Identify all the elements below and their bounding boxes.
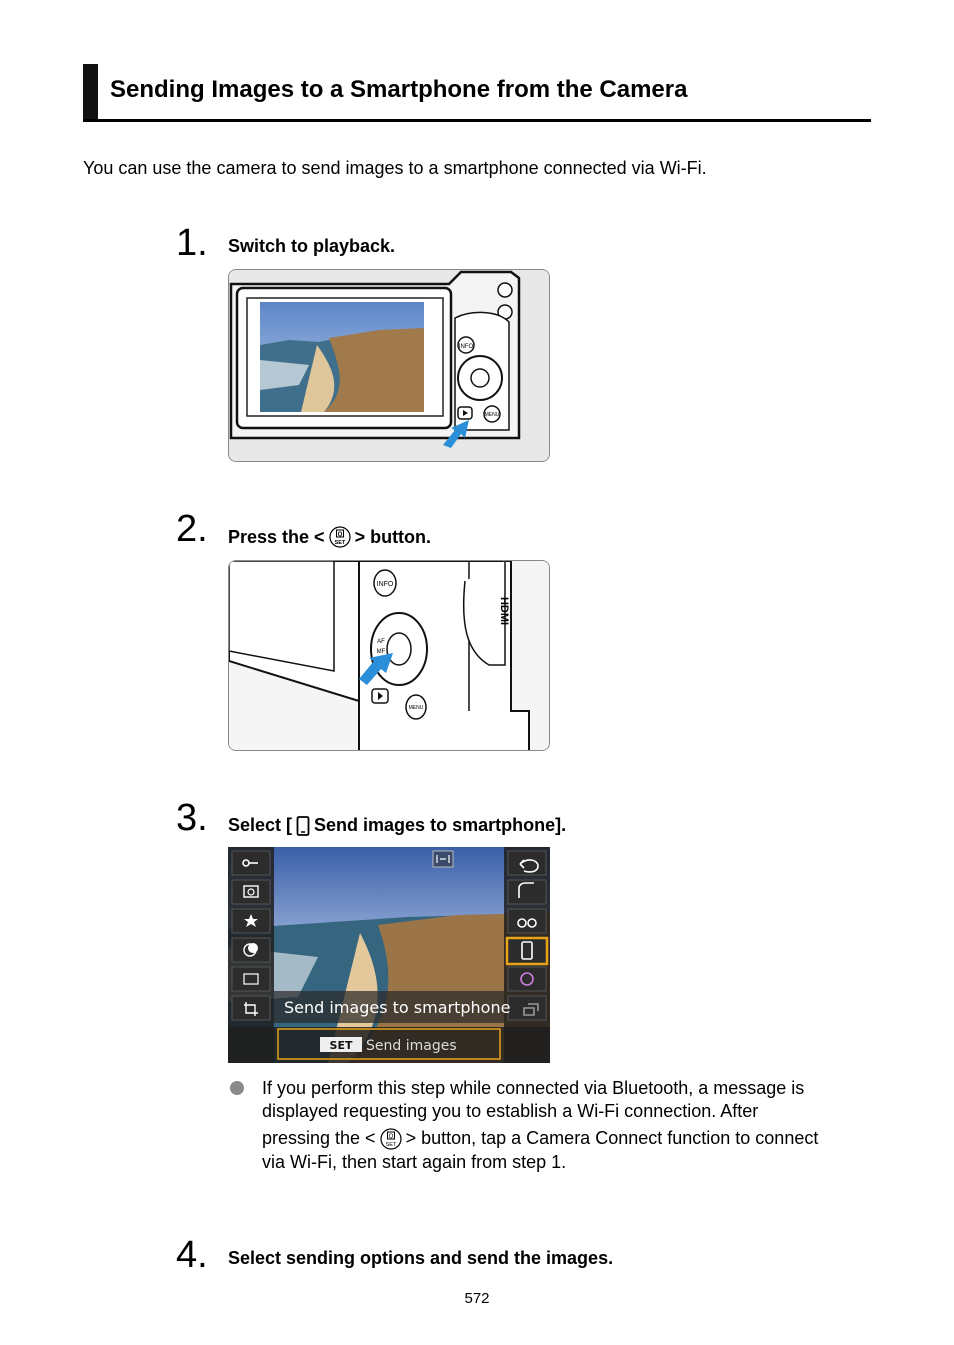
note-line-3-suffix: > button, tap a Camera Connect function to connect (405, 1128, 819, 1148)
step-3-number: 3. (176, 797, 208, 839)
step-3-title-suffix: Send images to smartphone]. (314, 815, 567, 835)
step-1-title: Switch to playback. (228, 236, 396, 256)
info-button-label: INFO (376, 581, 394, 588)
camera-back-illustration (229, 270, 550, 462)
q-set-icon (329, 526, 351, 548)
step-4-number: 4. (176, 1234, 208, 1276)
step-2-number: 2. (176, 508, 208, 550)
note-line-4: via Wi-Fi, then start again from step 1. (262, 1152, 567, 1172)
svg-text:Q: Q (337, 532, 342, 538)
step-2-title-suffix: > button. (354, 526, 432, 547)
bullet-icon (230, 1081, 244, 1095)
camera-control-illustration (229, 561, 550, 751)
step-2-title-prefix: Press the < (228, 526, 325, 547)
section-heading (83, 64, 871, 122)
smartphone-icon (296, 816, 310, 836)
step-3-title (228, 815, 566, 836)
figure-playback-menu (228, 847, 550, 1063)
svg-text:SET: SET (334, 540, 345, 546)
note-line-2: displayed requesting you to establish a Wi-Fi connection. After (262, 1101, 759, 1121)
step-2-title (228, 526, 431, 548)
step-4-title: Select sending options and send the images. (228, 1248, 614, 1268)
info-button-label: INFO (458, 344, 474, 350)
note-line-3 (262, 1127, 818, 1150)
step-3-title-prefix: Select [ (228, 815, 293, 835)
hdmi-label: HDMI (498, 596, 510, 626)
menu-button-label: MENU (408, 705, 424, 711)
figure-qset-button (228, 560, 550, 751)
intro-text: You can use the camera to send images to a smartphone connected via Wi-Fi. (83, 158, 707, 178)
step-1-number: 1. (176, 222, 208, 264)
q-set-icon (380, 1128, 402, 1150)
figure-playback-button (228, 269, 550, 462)
set-label: Send images (366, 1038, 457, 1054)
menu-caption: Send images to smartphone (284, 998, 511, 1017)
af-label: AF (377, 639, 385, 645)
heading-bar (83, 64, 98, 119)
set-badge: SET (329, 1039, 353, 1052)
menu-button-label: MENU (484, 412, 500, 418)
svg-text:Q: Q (388, 1133, 393, 1140)
mf-label: MF (376, 649, 386, 655)
svg-text:SET: SET (385, 1141, 396, 1148)
note-line-3-prefix: pressing the < (262, 1128, 376, 1148)
note-line-1: If you perform this step while connected via Bluetooth, a message is (262, 1078, 805, 1098)
page-number: 572 (464, 1290, 490, 1307)
quick-control-screen (228, 847, 550, 1063)
page-title: Sending Images to a Smartphone from the Camera (110, 76, 688, 103)
